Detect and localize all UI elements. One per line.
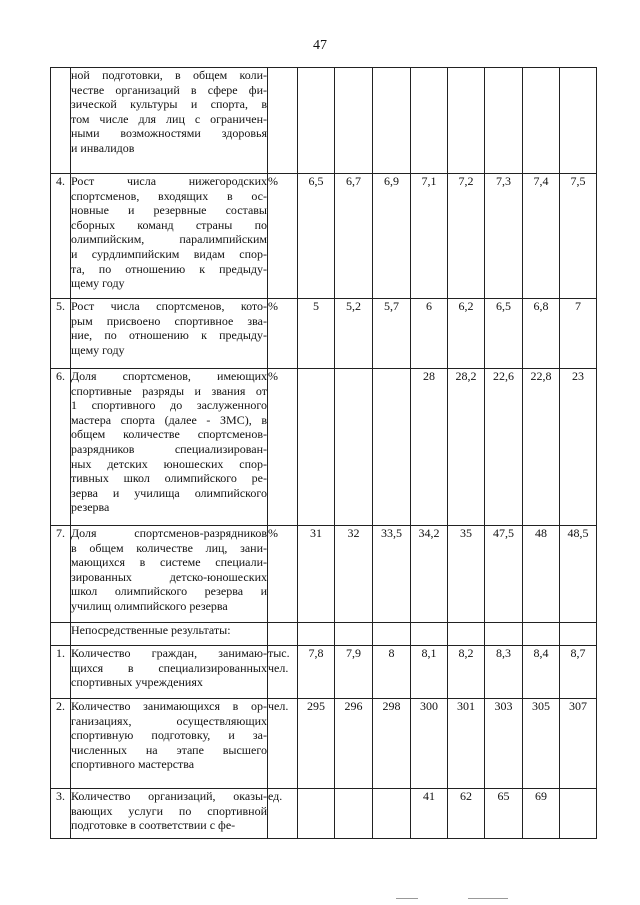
value-cell: 298 <box>373 699 411 789</box>
description-line: сборных команд страны по <box>71 217 267 232</box>
value-cell: 48,5 <box>560 526 597 623</box>
scan-mark <box>396 898 418 899</box>
value-cell: 48 <box>523 526 560 623</box>
value-cell: 5,7 <box>373 299 411 369</box>
indicator-description <box>71 646 268 699</box>
value-cell: 303 <box>485 699 523 789</box>
indicator-description <box>71 623 268 646</box>
description-line: школ олимпийского резерва и <box>71 584 267 599</box>
description-line: спортивные разряды и звания от <box>71 383 267 398</box>
value-cell: 8,4 <box>523 646 560 699</box>
indicator-description <box>71 369 268 526</box>
value-cell <box>523 68 560 174</box>
unit-cell: % <box>268 526 298 623</box>
description-line: резерва <box>71 500 110 515</box>
table-row <box>51 623 597 646</box>
value-cell: 6,2 <box>448 299 485 369</box>
value-cell <box>448 68 485 174</box>
value-cell: 28 <box>411 369 448 526</box>
description-line: Доля спортсменов, имеющих <box>71 369 267 383</box>
value-cell <box>335 623 373 646</box>
value-cell: 295 <box>298 699 335 789</box>
value-cell: 8,1 <box>411 646 448 699</box>
value-cell: 69 <box>523 789 560 839</box>
value-cell: 307 <box>560 699 597 789</box>
value-cell: 41 <box>411 789 448 839</box>
value-cell: 296 <box>335 699 373 789</box>
unit-cell: % <box>268 174 298 299</box>
scan-mark <box>468 898 508 899</box>
value-cell <box>485 68 523 174</box>
description-line: Количество организаций, оказы- <box>71 789 267 803</box>
value-cell: 6,7 <box>335 174 373 299</box>
description-line: Количество граждан, занимаю- <box>71 646 267 660</box>
value-cell: 6,5 <box>298 174 335 299</box>
unit-cell: ед. <box>268 789 298 839</box>
description-line: в общем количестве лиц, зани- <box>71 540 267 555</box>
description-line: щему году <box>71 342 125 357</box>
value-cell: 32 <box>335 526 373 623</box>
value-cell: 8,7 <box>560 646 597 699</box>
value-cell <box>560 68 597 174</box>
value-cell <box>560 789 597 839</box>
value-cell <box>373 68 411 174</box>
row-number <box>51 68 71 174</box>
description-line: та, по отношению к предыду- <box>71 261 267 276</box>
description-line: щему году <box>71 276 125 291</box>
unit-cell <box>268 68 298 174</box>
value-cell: 7 <box>560 299 597 369</box>
description-line: зированных детско-юношеских <box>71 569 267 584</box>
description-line: ных детских юношеских спор- <box>71 456 267 471</box>
value-cell: 8,2 <box>448 646 485 699</box>
value-cell: 7,5 <box>560 174 597 299</box>
table-row <box>51 369 597 526</box>
value-cell: 6 <box>411 299 448 369</box>
description-line: и сурдлимпийским видам спор- <box>71 246 267 261</box>
value-cell: 7,1 <box>411 174 448 299</box>
value-cell <box>373 789 411 839</box>
table-row <box>51 789 597 839</box>
description-line: Количество занимающихся в ор- <box>71 699 267 713</box>
value-cell: 300 <box>411 699 448 789</box>
value-cell: 8,3 <box>485 646 523 699</box>
value-cell: 7,2 <box>448 174 485 299</box>
unit-cell: чел. <box>268 699 298 789</box>
indicator-description <box>71 174 268 299</box>
description-line: тивных школ олимпийского ре- <box>71 471 267 486</box>
description-line: зерва и училища олимпийского <box>71 485 267 500</box>
description-line: том числе для лиц с ограничен- <box>71 111 267 126</box>
row-number <box>51 623 71 646</box>
description-line: и инвалидов <box>71 140 135 155</box>
value-cell: 65 <box>485 789 523 839</box>
value-cell: 301 <box>448 699 485 789</box>
value-cell: 31 <box>298 526 335 623</box>
indicator-description <box>71 299 268 369</box>
value-cell <box>298 68 335 174</box>
value-cell <box>335 68 373 174</box>
value-cell: 47,5 <box>485 526 523 623</box>
value-cell: 22,6 <box>485 369 523 526</box>
description-line: вающих услуги по спортивной <box>71 803 267 818</box>
indicator-description <box>71 789 268 839</box>
value-cell <box>298 369 335 526</box>
description-line: разрядников специализирован- <box>71 441 267 456</box>
description-line: мающихся в системе специали- <box>71 555 267 570</box>
value-cell: 28,2 <box>448 369 485 526</box>
description-line: спортивную подготовку, и за- <box>71 728 267 743</box>
unit-cell: тыс. чел. <box>268 646 298 699</box>
description-line: щихся в специализированных <box>71 660 267 675</box>
table-row <box>51 699 597 789</box>
value-cell <box>560 623 597 646</box>
description-line: общем количестве спортсменов- <box>71 427 267 442</box>
value-cell <box>335 369 373 526</box>
value-cell <box>373 369 411 526</box>
unit-cell: % <box>268 369 298 526</box>
value-cell: 7,9 <box>335 646 373 699</box>
table-row <box>51 299 597 369</box>
description-line: Рост числа спортсменов, кото- <box>71 299 267 313</box>
value-cell <box>411 68 448 174</box>
value-cell: 22,8 <box>523 369 560 526</box>
description-line: ными возможностями здоровья <box>71 126 267 141</box>
indicators-table <box>50 67 597 839</box>
value-cell <box>373 623 411 646</box>
description-line: училищ олимпийского резерва <box>71 598 228 613</box>
value-cell <box>523 623 560 646</box>
indicator-description <box>71 68 268 174</box>
row-number: 3. <box>51 789 71 839</box>
value-cell <box>298 623 335 646</box>
row-number: 2. <box>51 699 71 789</box>
description-line: спортивного мастерства <box>71 757 195 772</box>
table-row <box>51 174 597 299</box>
value-cell: 35 <box>448 526 485 623</box>
value-cell: 5,2 <box>335 299 373 369</box>
value-cell: 62 <box>448 789 485 839</box>
table-row <box>51 68 597 174</box>
description-line: Доля спортсменов-разрядников <box>71 526 267 540</box>
description-line: ние, по отношению к предыду- <box>71 328 267 343</box>
row-number: 4. <box>51 174 71 299</box>
row-number: 5. <box>51 299 71 369</box>
unit-cell <box>268 623 298 646</box>
description-line: ганизациях, осуществляющих <box>71 713 267 728</box>
value-cell: 6,8 <box>523 299 560 369</box>
description-line: спортсменов, входящих в ос- <box>71 188 267 203</box>
description-line: Рост числа нижегородских <box>71 174 267 188</box>
value-cell: 5 <box>298 299 335 369</box>
indicator-description <box>71 699 268 789</box>
value-cell <box>335 789 373 839</box>
description-line: подготовке в соответствии с фе- <box>71 818 236 833</box>
value-cell: 305 <box>523 699 560 789</box>
description-line: мастера спорта (далее - ЗМС), в <box>71 412 267 427</box>
value-cell <box>411 623 448 646</box>
value-cell: 6,5 <box>485 299 523 369</box>
description-line: 1 спортивного до заслуженного <box>71 398 267 413</box>
row-number: 1. <box>51 646 71 699</box>
description-line: олимпийским, паралимпийским <box>71 232 267 247</box>
description-line: новные и резервные составы <box>71 203 267 218</box>
description-line: рым присвоено спортивное зва- <box>71 313 267 328</box>
value-cell: 7,3 <box>485 174 523 299</box>
value-cell <box>448 623 485 646</box>
value-cell: 33,5 <box>373 526 411 623</box>
table-row <box>51 526 597 623</box>
value-cell <box>485 623 523 646</box>
description-line: Непосредственные результаты: <box>71 623 231 637</box>
description-line: численных на этапе высшего <box>71 742 267 757</box>
page-number: 47 <box>313 38 327 53</box>
value-cell: 7,8 <box>298 646 335 699</box>
table-row <box>51 646 597 699</box>
value-cell <box>298 789 335 839</box>
value-cell: 7,4 <box>523 174 560 299</box>
row-number: 6. <box>51 369 71 526</box>
value-cell: 8 <box>373 646 411 699</box>
description-line: зической культуры и спорта, в <box>71 97 267 112</box>
description-line: ной подготовки, в общем коли- <box>71 68 267 82</box>
description-line: спортивных учреждениях <box>71 675 203 690</box>
unit-cell: % <box>268 299 298 369</box>
value-cell: 34,2 <box>411 526 448 623</box>
description-line: честве организаций в сфере фи- <box>71 82 267 97</box>
value-cell: 23 <box>560 369 597 526</box>
row-number: 7. <box>51 526 71 623</box>
value-cell: 6,9 <box>373 174 411 299</box>
indicator-description <box>71 526 268 623</box>
